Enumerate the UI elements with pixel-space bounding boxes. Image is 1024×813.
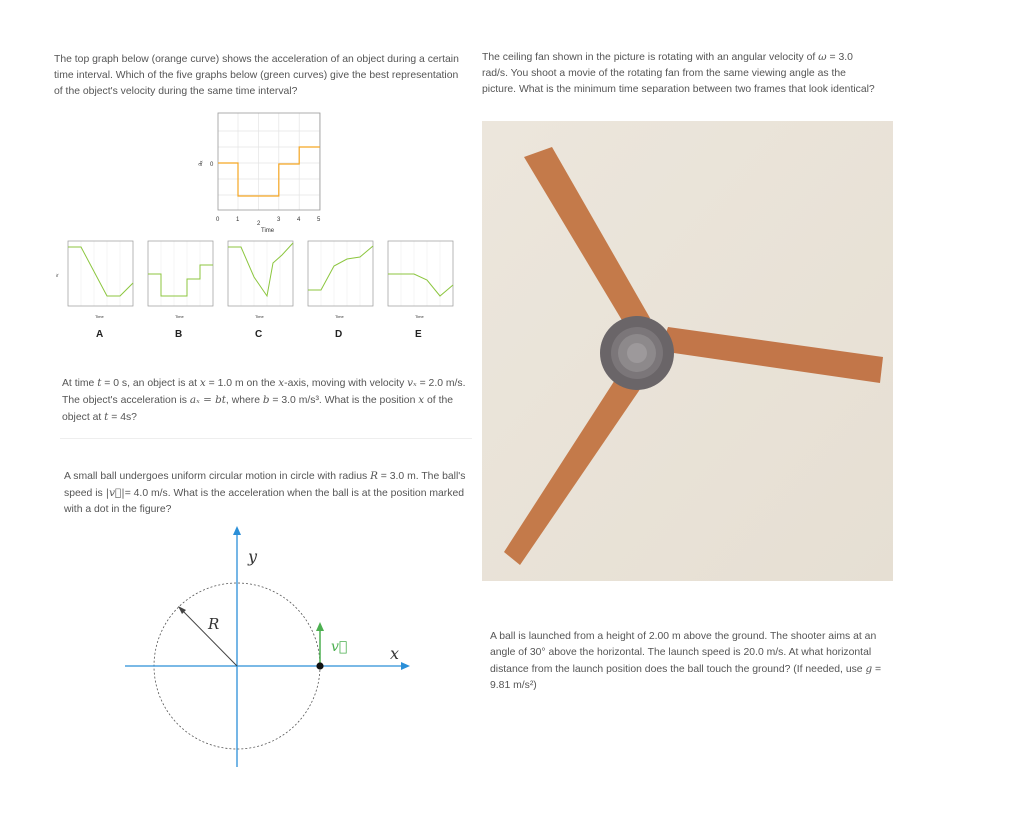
- question-4-text: The ceiling fan shown in the picture is rotating with an angular velocity of ω = 3.0 rad/s. You shoot a movie of the rotating fan from the same viewing angle as the picture. What is the minimum time separation between two frames that look identical?: [482, 51, 875, 95]
- option-b-letter[interactable]: B: [175, 329, 183, 340]
- tick-0: 0: [216, 217, 220, 223]
- fan-hub-center: [627, 343, 647, 363]
- divider: [60, 438, 472, 439]
- question-5-text: A ball is launched from a height of 2.00 m above the ground. The shooter aims at an angle of 30° above the horizontal. The launch speed is 20.0 m/s. At what horizontal distance from the launch position does the ball touch the ground? (If needed, use g = 9.81 m/s²): [490, 631, 882, 691]
- option-d-xlabel: Time: [335, 314, 344, 319]
- x-axis-label: x: [390, 644, 400, 663]
- tick-4: 4: [297, 217, 301, 223]
- acceleration-graph-ylabel: aₓ: [198, 160, 204, 166]
- tick-3: 3: [277, 217, 281, 223]
- option-c-letter[interactable]: C: [255, 329, 263, 340]
- option-e-letter[interactable]: E: [415, 329, 422, 340]
- option-d-curve: [308, 246, 373, 290]
- option-e-curve: [388, 274, 453, 296]
- option-d-letter[interactable]: D: [335, 329, 343, 340]
- acceleration-graph-xlabel: Time: [261, 228, 275, 234]
- option-graphs: [50, 235, 470, 345]
- option-grids: [81, 241, 440, 306]
- option-c-xlabel: Time: [255, 314, 264, 319]
- acceleration-graph: [190, 108, 340, 240]
- option-e-xlabel: Time: [415, 314, 424, 319]
- option-b-curve: [148, 265, 213, 296]
- tick-5: 5: [317, 217, 321, 223]
- question-1-text: The top graph below (orange curve) shows the acceleration of an object during a certain time interval. Which of the five graphs below (green curves) give the best representation of the object's velocity during the same time interval?: [54, 54, 459, 97]
- option-b-xlabel: Time: [175, 314, 184, 319]
- velocity-arrowhead: [316, 622, 324, 631]
- x-axis-arrowhead: [401, 662, 410, 670]
- radius-label: R: [208, 615, 220, 633]
- tick-2: 2: [257, 221, 261, 227]
- tick-1: 1: [236, 217, 240, 223]
- y-axis-label: y: [248, 547, 258, 566]
- option-a-letter[interactable]: A: [96, 329, 104, 340]
- ceiling-fan-photo: [482, 121, 893, 581]
- option-a-xlabel: Time: [95, 314, 104, 319]
- circular-motion-figure: [120, 525, 420, 775]
- acceleration-curve: [218, 147, 320, 196]
- y-axis-arrowhead: [233, 526, 241, 535]
- velocity-label: v⃗: [331, 639, 348, 655]
- option-a-curve: [68, 247, 133, 296]
- option-c-curve: [228, 243, 293, 296]
- question-3-text: A small ball undergoes uniform circular motion in circle with radius R = 3.0 m. The ball's speed is |v⃗|= 4.0 m/s. What is the acceleration when the ball is at the position marked with a dot in the figure?: [64, 470, 466, 515]
- question-2-text: At time t = 0 s, an object is at x = 1.0 m on the x-axis, moving with velocity vₓ = 2.0 m/s. The object's acceleration is aₓ = bt, where b = 3.0 m/s³. What is the position x of the object at t = 4s?: [62, 377, 466, 423]
- ball-dot: [316, 662, 323, 669]
- acceleration-graph-zero: 0: [210, 162, 214, 168]
- option-a-ylabel: vₓ: [54, 273, 59, 277]
